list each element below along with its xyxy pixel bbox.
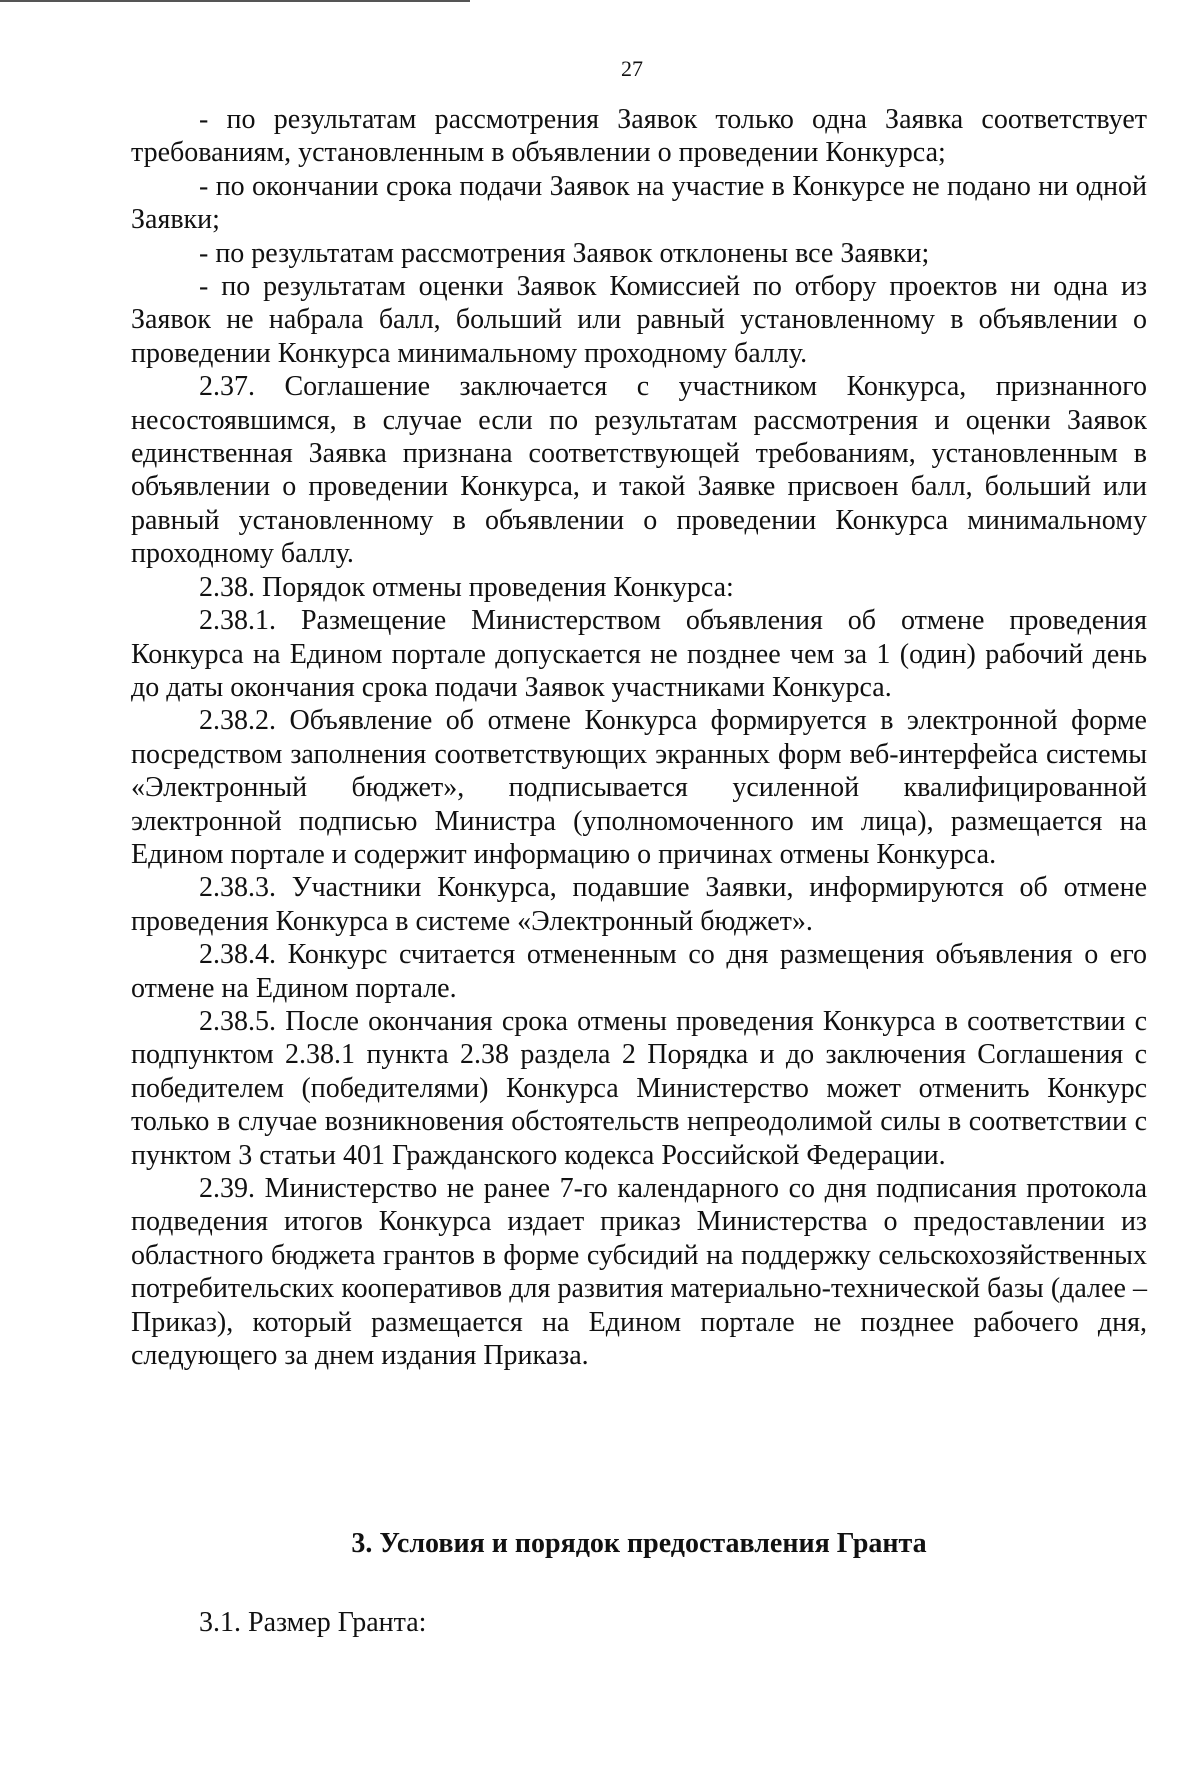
scan-edge-line [0,0,470,2]
paragraph-2-38-1: 2.38.1. Размещение Министерством объявления об отмене проведения Конкурса на Едином портале допускается не позднее чем за 1 (один) рабочий день до даты окончания срока подачи Заявок участниками Конкурса. [131,605,1147,703]
paragraph-condition-min-score: - по результатам оценки Заявок Комиссией по отбору проектов ни одна из Заявок не набрала балл, больший или равный установленному в объявлении о проведении Конкурса минимальному проходному баллу. [131,271,1147,369]
paragraph-condition-no-applications: - по окончании срока подачи Заявок на участие в Конкурсе не подано ни одной Заявки; [131,170,1147,236]
paragraph-2-38-5: 2.38.5. После окончания срока отмены проведения Конкурса в соответствии с подпунктом 2.38.1 пункта 2.38 раздела 2 Порядка и до заключения Соглашения с победителем (победителями) Конкурса Министерство может отменить Конкурс только в случае возникновения обстоятельств непреодолимой силы в соответствии с пунктом 3 статьи 401 Гражданского кодекса Российской Федерации. [131,1005,1147,1171]
paragraph-condition-single-application: - по результатам рассмотрения Заявок только одна Заявка соответствует требованиям, установленным в объявлении о проведении Конкурса; [131,104,1147,169]
paragraph-2-38: 2.38. Порядок отмены проведения Конкурса: [199,571,734,603]
paragraph-2-38-4: 2.38.4. Конкурс считается отмененным со дня размещения объявления о его отмене на Едином портале. [131,939,1147,1004]
section-item-3-1: 3.1. Размер Гранта: [199,1607,427,1638]
paragraph-2-38-3: 2.38.3. Участники Конкурса, подавшие Заявки, информируются об отмене проведения Конкурса в системе «Электронный бюджет». [131,872,1147,937]
paragraph-2-38-2: 2.38.2. Объявление об отмене Конкурса формируется в электронной форме посредством заполнения соответствующих экранных форм веб-интерфейса системы «Электронный бюджет», подписывается усиленной квалифицированной электронной подписью Министра (уполномоченного им лица), размещается на Едином портале и содержит информацию о причинах отмены Конкурса. [131,705,1147,870]
section-heading: 3. Условия и порядок предоставления Гранта [351,1528,927,1559]
paragraph-condition-all-rejected: - по результатам рассмотрения Заявок отклонены все Заявки; [199,237,930,269]
paragraph-2-39: 2.39. Министерство не ранее 7-го календарного со дня подписания протокола подведения итогов Конкурса издает приказ Министерства о предоставлении из областного бюджета грантов в форме субсидий на поддержку сельскохозяйственных потребительских кооперативов для развития материально-технической базы (далее – Приказ), который размещается на Едином портале не позднее рабочего дня, следующего за днем издания Приказа. [131,1173,1147,1372]
paragraph-2-37: 2.37. Соглашение заключается с участником Конкурса, признанного несостоявшимся, в случае если по результатам рассмотрения и оценки Заявок единственная Заявка признана соответствующей требованиям, установленным в объявлении о проведении Конкурса, и такой Заявке присвоен балл, больший или равный установленному в объявлении о проведении Конкурса минимальному проходному баллу. [131,371,1147,570]
document-body [131,103,1147,1372]
page-number: 27 [621,56,643,81]
